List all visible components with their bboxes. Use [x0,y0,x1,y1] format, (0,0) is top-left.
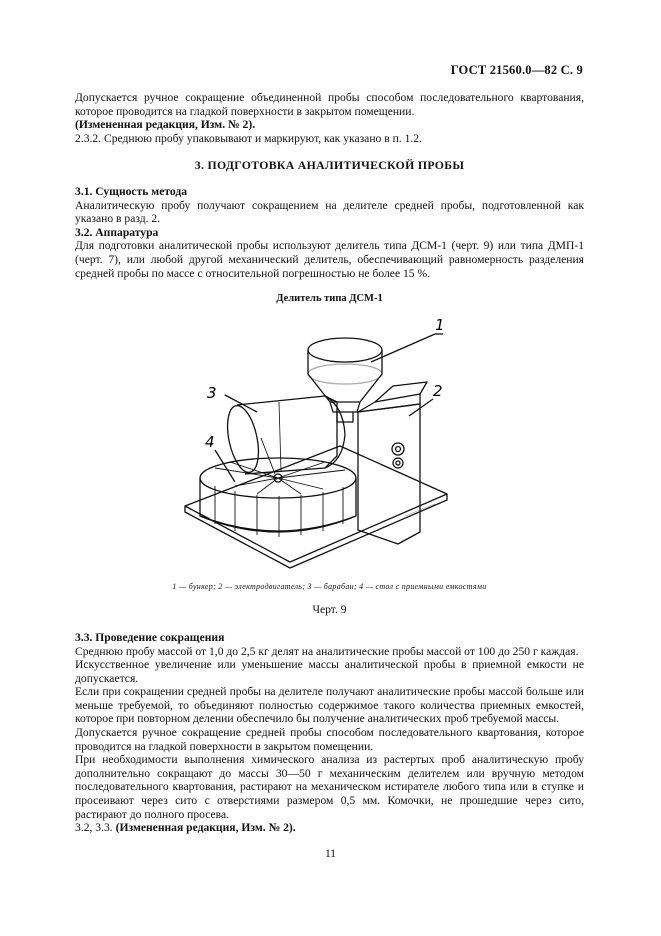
intro-amendment-note: (Измененная редакция, Изм. № 2). [75,118,256,132]
subsection-31-heading: 3.1. Сущность метода [75,184,188,198]
intro-paragraph-2322: 2.3.2. Среднюю пробу упаковывают и маркируют, как указано в п. 1.2. [75,131,422,145]
motor-housing-shoulder [375,382,427,402]
motor-housing-front [358,404,420,544]
label-2: 2 [433,381,443,400]
motor-knob-1 [392,443,404,455]
label-4: 4 [205,432,215,451]
hopper-rim [308,338,382,362]
base-plate-edge [185,494,447,568]
subsection-32-text: Для подготовки аналитической пробы используют делитель типа ДСМ-1 (черт. 9) или типа ДМП-1 (черт. 7), или любой другой механический делитель, обеспечивающий равномерность разделения средней пробы по массе с относительной погрешностью не более 15 %. [75,239,584,280]
page-header: ГОСТ 21560.0—82 С. 9 [450,63,583,77]
leader-1 [371,334,435,362]
subsection-31-text: Аналитическую пробу получают сокращением на делителе средней пробы, подготовленной как указано в разд. 2. [75,198,584,226]
subsection-33-heading: 3.3. Проведение сокращения [75,630,225,644]
label-1: 1 [435,315,445,334]
table-side [200,478,356,531]
page-number: 11 [324,848,337,860]
figure-title: Делитель типа ДСМ-1 [276,293,383,305]
subsection-33-paragraph-3: Если при сокращении средней пробы на делителе получают аналитические пробы массой больше или меньше требуемой, то объединяют полностью содержимое такого количества приемных емкостей, которое при повторном делении обеспечило бы получение аналитических проб требуемой массы. [75,685,584,726]
motor-housing-top [358,394,420,412]
subsection-33-paragraph-4: Допускается ручное сокращение средней пробы способом последовательного квартования, которое проводится на гладкой поверхности в закрытом помещении. [75,726,584,753]
divider-drawing [75,306,584,578]
subsection-33-paragraph-2: Искусственное увеличение или уменьшение массы аналитической пробы в приемной емкости не допускается. [75,658,584,685]
divider-figure [75,306,584,578]
drum-front [222,403,264,475]
leader-4 [215,450,235,482]
amendment-note-33: 3.2, 3.3. (Измененная редакция, Изм. № 2). [75,821,296,835]
leader-2 [409,399,433,416]
subsection-33-paragraph-1: Среднюю пробу массой от 1,0 до 2,5 кг делят на аналитические пробы массой от 100 до 250 г каждая. [75,644,579,658]
subsection-33-paragraph-5: При необходимости выполнения химического анализа из растертых проб аналитическую пробу дополнительно сокращают до массы 30—50 г механическим делителем или вручную методом последовательного квартования, растирают на механическом истирателе любого типа или в ступке и просеивают через сито с отверстиями размером 0,5 мм. Комочки, не прошедшие через сито, растирают до полного просева. [75,753,584,821]
section-3-heading: 3. ПОДГОТОВКА АНАЛИТИЧЕСКОЙ ПРОБЫ [194,158,465,173]
page-content [75,91,584,835]
subsection-32-heading: 3.2. Аппаратура [75,225,159,239]
hopper-body [308,350,382,402]
figure-number: Черт. 9 [312,603,347,617]
intro-paragraph-1: Допускается ручное сокращение объединенной пробы способом последовательного квартования, которое проводится на гладкой поверхности в закрытом помещении. [75,91,584,118]
motor-knob-2 [393,458,403,468]
label-3: 3 [207,383,217,402]
figure-caption: 1 — бункер; 2 — электродвигатель; 3 — барабан; 4 — стол с приемными емкостями [172,581,487,591]
